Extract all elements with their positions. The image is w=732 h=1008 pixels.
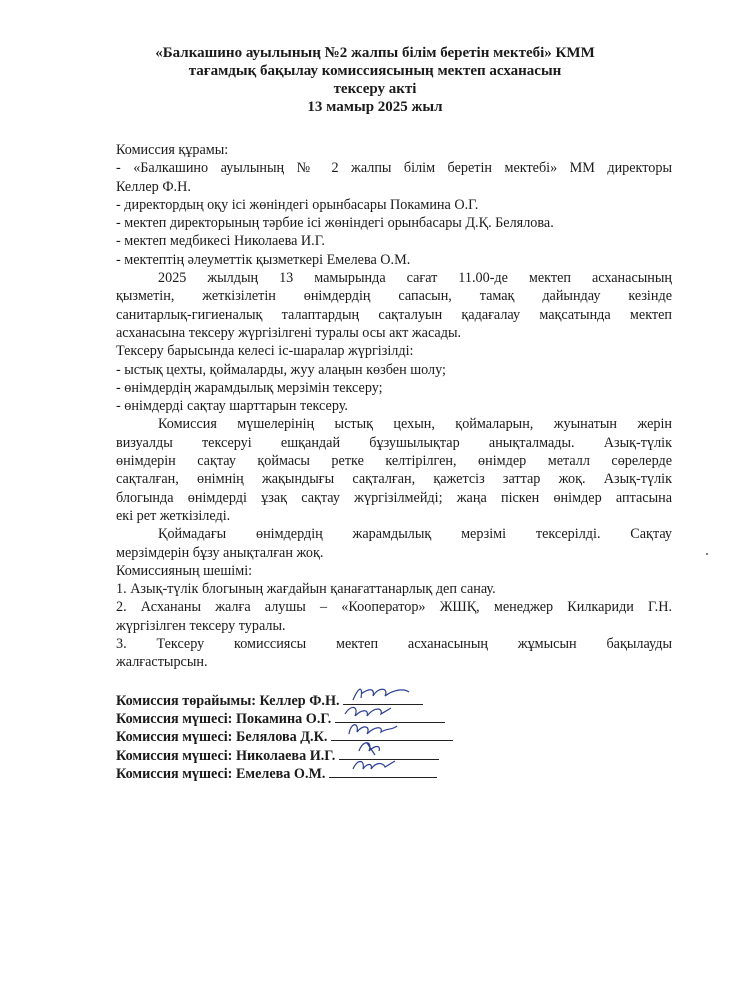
findings-line-5: блогында өнімдерді ұзақ сақтау жүргізілмейді; жаңа піскен өнімдер аптасына: [116, 489, 672, 506]
intro-line-4: асханасына тексеру жүргізілгені туралы осы акт жасады.: [116, 324, 462, 341]
composition-member-2: - директордың оқу ісі жөніндегі орынбасары Покамина О.Г.: [116, 196, 479, 213]
intro-line-2: қызметін, жеткізілетін өнімдердің сапасын, тамақ дайындау кезінде: [116, 288, 672, 305]
scan-speck: [706, 553, 708, 555]
header-line-1: «Балкашино ауылының №2 жалпы білім беретін мектебі» КММ: [155, 45, 595, 61]
activities-heading: Тексеру барысында келесі іс-шаралар жүргізілді:: [116, 343, 414, 360]
signature-label: Комиссия мүшесі: Емелева О.М.: [116, 765, 326, 782]
activities-item-3: - өнімдерді сақтау шарттарын тексеру.: [116, 398, 348, 415]
expiry-line-2: мерзімдерін бұзу анықталған жоқ.: [116, 544, 324, 561]
signature-blank: [329, 765, 437, 778]
decision-heading: Комиссияның шешімі:: [116, 562, 253, 579]
composition-member-4: - мектеп медбикесі Николаева И.Г.: [116, 233, 325, 250]
findings-line-2: визуалды тексеруі ешқандай бұзушылықтар анықталмады. Азық-түлік: [116, 434, 672, 451]
findings-line-1: Комиссия мүшелерінің ыстық цехын, қоймаларын, жуынатын жерін: [158, 416, 672, 433]
composition-member-1a: - «Балкашино ауылының № 2 жалпы білім беретін мектебі» ММ директоры: [116, 160, 672, 177]
intro-line-3: санитарлық-гигиеналық талаптардың сақталуын қадағалау мақсатында мектеп: [116, 306, 672, 323]
signature-label: Комиссия мүшесі: Николаева И.Г.: [116, 747, 336, 764]
decision-item-3a: 3. Тексеру комиссиясы мектеп асханасының жұмысын бақылауды: [116, 636, 672, 653]
composition-member-1b: Келлер Ф.Н.: [116, 178, 191, 195]
signature-label: Комиссия төрайымы: Келлер Ф.Н.: [116, 692, 340, 709]
decision-item-3b: жалғастырсын.: [116, 654, 208, 671]
findings-line-3: өнімдерін сақтау қоймасы ретке келтірілген, өнімдер металл сөрелерде: [116, 453, 672, 470]
findings-line-6: екі рет жеткізіледі.: [116, 507, 231, 524]
composition-member-3: - мектеп директорының тәрбие ісі жөніндегі орынбасары Д.Қ. Белялова.: [116, 215, 554, 232]
composition-member-5: - мектептің әлеуметтік қызметкері Емелева О.М.: [116, 251, 411, 268]
expiry-line-1: Қоймадағы өнімдердің жарамдылық мерзімі тексерілді. Сақтау: [158, 526, 672, 543]
signature-line-member-4: [116, 765, 672, 783]
document-header: [100, 44, 650, 116]
signature-label: Комиссия мүшесі: Белялова Д.К.: [116, 729, 328, 746]
header-line-3: тексеру акті: [333, 81, 417, 97]
findings-line-4: сақталған, өнімнің жақындығы сақталған, қажетсіз заттар жоқ. Азық-түлік: [116, 471, 672, 488]
activities-item-2: - өнімдердің жарамдылық мерзімін тексеру;: [116, 379, 383, 396]
intro-line-1: 2025 жылдың 13 мамырында сағат 11.00-де мектеп асханасының: [158, 270, 672, 287]
activities-item-1: - ыстық цехты, қоймаларды, жуу алаңын көзбен шолу;: [116, 361, 446, 378]
decision-item-2b: жүргізілген тексеру туралы.: [116, 617, 286, 634]
decision-item-1: 1. Азық-түлік блогының жағдайын қанағаттанарлық деп санау.: [116, 581, 496, 598]
decision-item-2a: 2. Асхананы жалға алушы – «Кооператор» ЖШҚ, менеджер Килкариди Г.Н.: [116, 599, 672, 616]
signature-label: Комиссия мүшесі: Покамина О.Г.: [116, 710, 332, 727]
header-date: 13 мамыр 2025 жыл: [307, 99, 443, 115]
document-body: [116, 141, 672, 783]
header-line-2: тағамдық бақылау комиссиясының мектеп асханасын: [188, 63, 562, 79]
handwritten-signature: [335, 757, 405, 779]
composition-heading: Комиссия құрамы:: [116, 142, 229, 158]
